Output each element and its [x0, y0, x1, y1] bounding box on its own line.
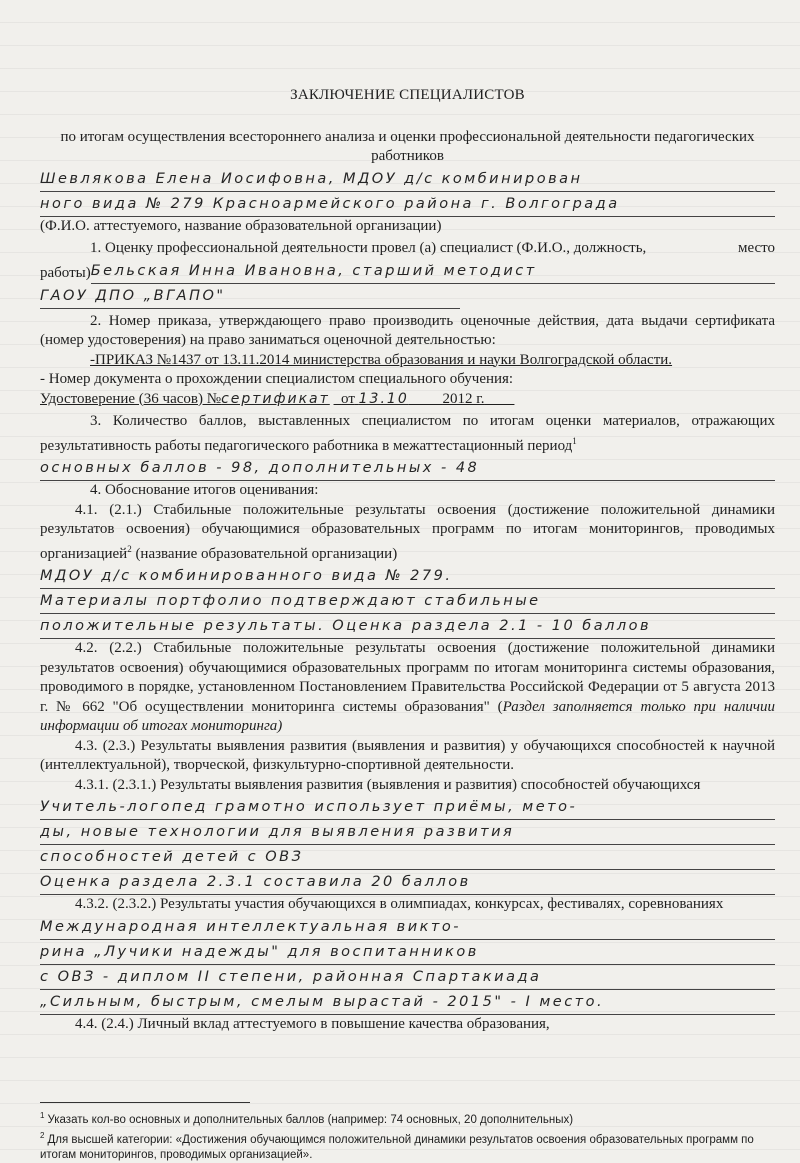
cert-label: Удостоверение (36 часов) № — [40, 390, 222, 407]
section-3-text — [40, 412, 775, 456]
handwritten-specialist-line-2: ГАОУ ДПО „ВГАПО" — [40, 284, 460, 309]
section-4-4-text: 4.4. (2.4.) Личный вклад аттестуемого в повышение качества образования, — [75, 1015, 550, 1032]
handwritten-cert: сертификат — [221, 390, 330, 407]
handwritten-scores: основных баллов - 98, дополнительных - 48 — [40, 456, 775, 481]
section-2-text: 2. Номер приказа, утверждающего право производить оценочные действия, дата выдачи сертификата (номер удостоверения) на право заниматься оценочной деятельностью: — [40, 312, 775, 348]
section-4-1-text — [40, 501, 775, 565]
footnote-1-mark: 1 — [40, 1111, 45, 1120]
section-4-3-1-text: 4.3.1. (2.3.1.) Результаты выявления развития (выявления и развития) способностей обучающихся — [75, 776, 701, 793]
footnote-2-text: Для высшей категории: «Достижения обучающимся положительной динамики результатов освоения образовательных программ по итогам мониторингов, проводимых организацией». — [40, 1133, 754, 1161]
person-caption: (Ф.И.О. аттестуемого, название образовательной организации) — [40, 217, 442, 234]
handwritten-person-line-1: Шевлякова Елена Иосифовна, МДОУ д/с комбинирован — [40, 167, 775, 192]
handwritten-4-1-line-3: положительные результаты. Оценка раздела 2.1 - 10 баллов — [40, 614, 775, 639]
footnotes — [40, 1108, 775, 1163]
handwritten-cert-date: 13.10 — [358, 390, 409, 407]
section-4-3-text: 4.3. (2.3.) Результаты выявления развития (выявления и развития) у обучающихся способностей к научной (интеллектуальной), творческой, физкультурно-спортивной деятельности. — [40, 737, 775, 773]
handwritten-4-3-1-line-3: способностей детей с ОВЗ — [40, 845, 775, 870]
section-2-doc: - Номер документа о прохождении специалистом специального обучения: — [40, 371, 514, 387]
section-3-label: 3. Количество баллов, выставленных специалистом по итогам оценки материалов, отражающих результативность работы педагогического работника в межаттестационный период — [40, 413, 775, 454]
handwritten-4-1-line-2: Материалы портфолио подтверждают стабильные — [40, 589, 775, 614]
footnote-ref-2: 2 — [127, 543, 132, 554]
document-body — [40, 86, 775, 1034]
handwritten-4-3-1-line-2: ды, новые технологии для выявления развития — [40, 820, 775, 845]
handwritten-4-3-2-line-2: рина „Лучики надежды" для воспитанников — [40, 940, 775, 965]
handwritten-person-line-2: ного вида № 279 Красноармейского района г. Волгограда — [40, 192, 775, 217]
section-4-2-text — [40, 639, 775, 737]
order-text: -ПРИКАЗ №1437 от 13.11.2014 министерства образования и науки Волгоградской области. — [90, 351, 673, 368]
section-4-3-2-text: 4.3.2. (2.3.2.) Результаты участия обучающихся в олимпиадах, конкурсах, фестивалях, соревнованиях — [75, 896, 724, 912]
document-title: ЗАКЛЮЧЕНИЕ СПЕЦИАЛИСТОВ — [290, 87, 525, 103]
cert-year: 2012 г. — [442, 390, 485, 407]
handwritten-4-3-1-line-1: Учитель-логопед грамотно использует приёмы, мето- — [40, 795, 775, 820]
footnote-1 — [40, 1108, 775, 1128]
section-4-2-note: Раздел заполняется только при наличии информации об итогах мониторинга) — [40, 698, 776, 734]
footnote-separator — [40, 1102, 250, 1103]
section-1-label: 1. Оценку профессиональной деятельности провел (а) специалист (Ф.И.О., должность, — [90, 240, 647, 256]
cert-from-label: от — [341, 390, 355, 407]
document-subtitle: по итогам осуществления всестороннего анализа и оценки профессиональной деятельности педагогических работников — [60, 128, 755, 164]
footnote-2 — [40, 1128, 775, 1163]
section-4-1-label: 4.1. (2.1.) Стабильные положительные результаты освоения (достижение положительной динамики результатов освоения) обучающимися образовательных программ по итогам мониторингов, проводимых организацией — [40, 501, 775, 562]
handwritten-4-3-2-line-1: Международная интеллектуальная викто- — [40, 915, 775, 940]
handwritten-specialist-line-1: Бельская Инна Ивановна, старший методист — [91, 259, 775, 284]
section-4-2-label: 4.2. (2.2.) Стабильные положительные результаты освоения (достижение положительной динамики результатов освоения) обучающимися образовательных программ по итогам мониторинга системы образования, проводимого в порядке, установленном Постановлением Правительства Российской Федерации от 5 августа 2013 г. № 662 "Об осуществлении мониторинга системы образования" ( — [40, 640, 775, 715]
section-1-work-label: работы) — [40, 265, 91, 281]
footnote-1-text: Указать кол-во основных и дополнительных баллов (например: 74 основных, 20 дополнительных) — [47, 1113, 574, 1126]
section-4-text: 4. Обоснование итогов оценивания: — [90, 482, 319, 498]
handwritten-4-3-2-line-4: „Сильным, быстрым, смелым вырастай - 2015" - I место. — [40, 990, 775, 1015]
handwritten-4-1-line-1: МДОУ д/с комбинированного вида № 279. — [40, 564, 775, 589]
section-1-specialist-row — [40, 259, 775, 284]
footnote-ref-1: 1 — [572, 435, 577, 446]
footnote-2-mark: 2 — [40, 1130, 45, 1140]
handwritten-4-3-1-line-4: Оценка раздела 2.3.1 составила 20 баллов — [40, 870, 775, 895]
section-2-order — [40, 351, 775, 371]
section-2-cert-row — [40, 390, 775, 410]
section-1-tail: место — [737, 240, 775, 256]
handwritten-4-3-2-line-3: с ОВЗ - диплом II степени, районная Спартакиада — [40, 965, 775, 990]
section-1-text — [40, 239, 775, 259]
section-4-1-tail: (название образовательной организации) — [135, 545, 398, 562]
